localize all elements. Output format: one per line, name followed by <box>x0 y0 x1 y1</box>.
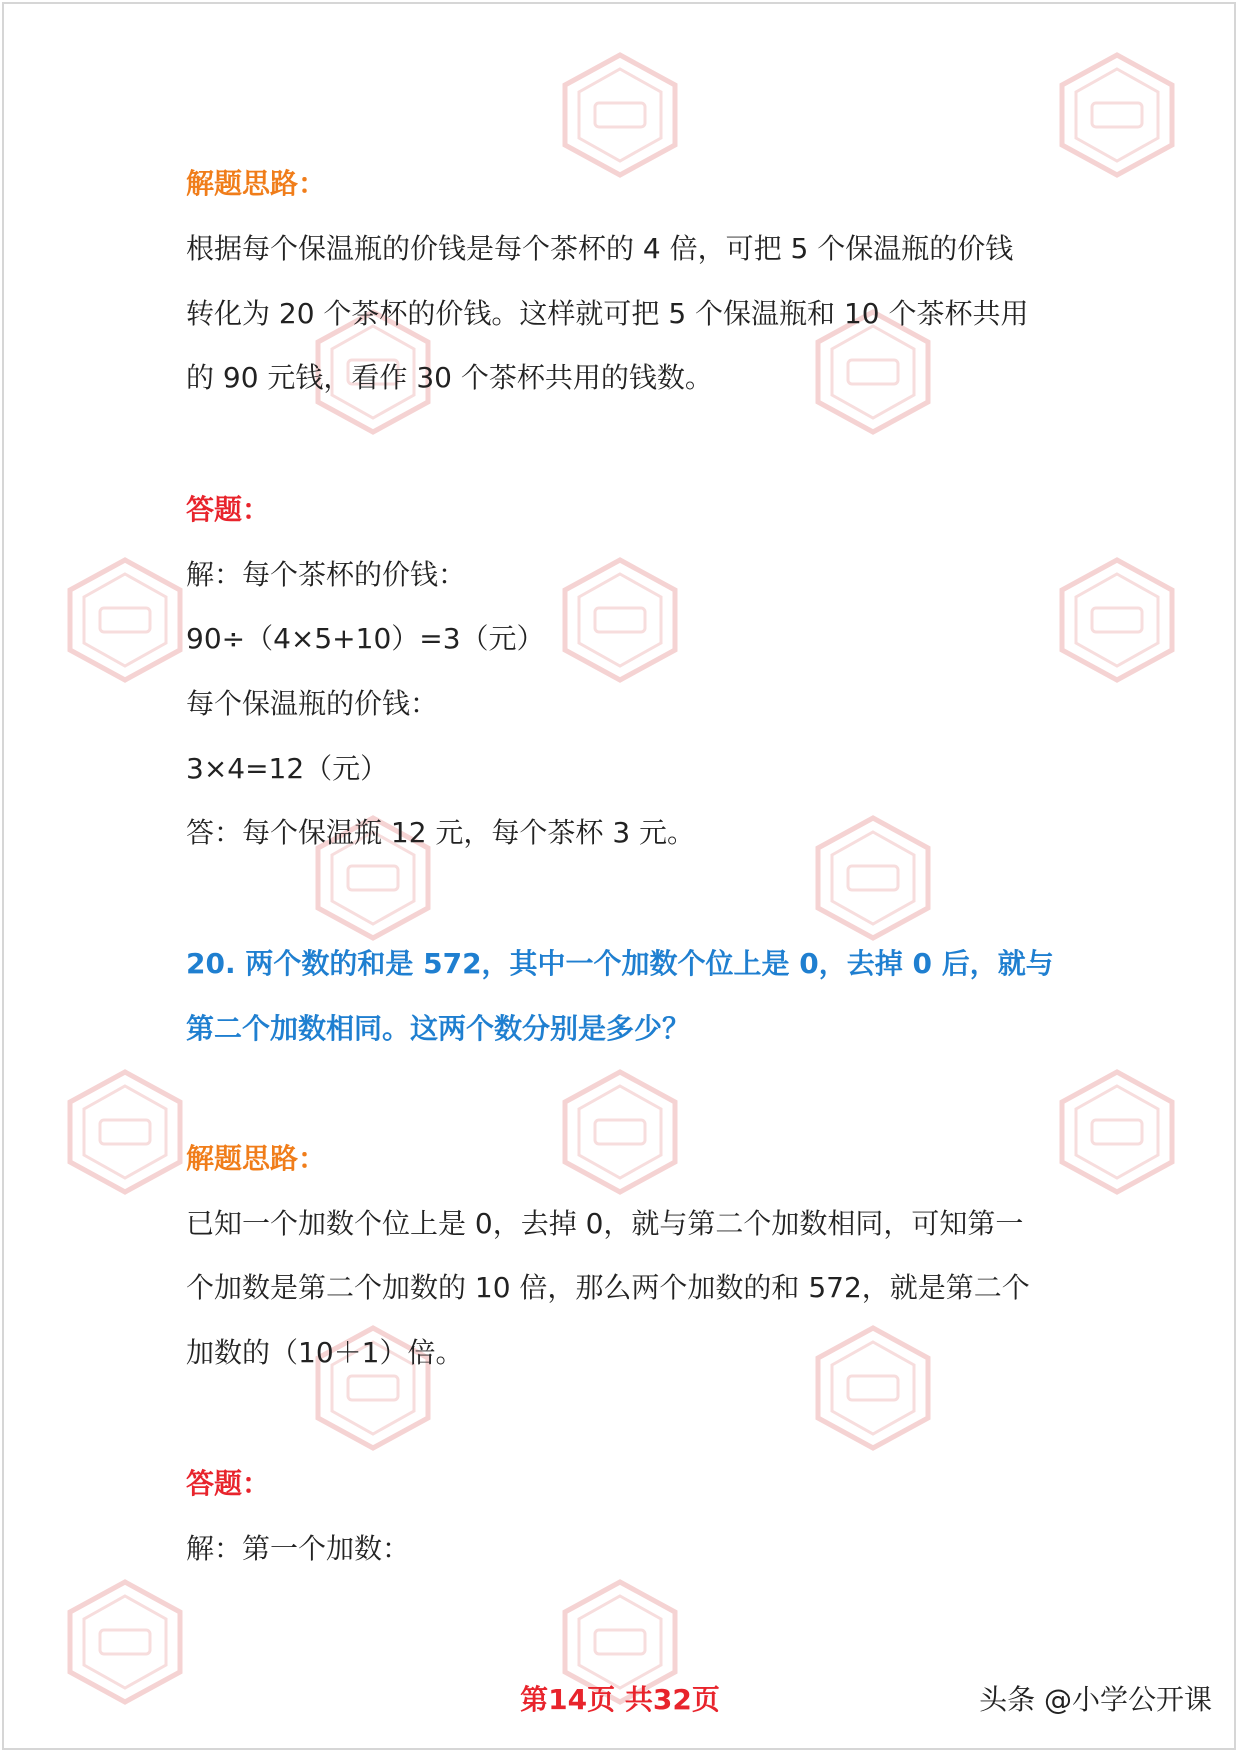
paragraph-line: 个加数是第二个加数的 10 倍，那么两个加数的和 572，就是第二个 <box>186 1271 1030 1304</box>
question-20-line: 20. 两个数的和是 572，其中一个加数个位上是 0，去掉 0 后，就与 <box>186 947 1054 980</box>
source-watermark: 头条 @小学公开课 <box>979 1683 1212 1716</box>
answer-line: 每个保温瓶的价钱： <box>186 687 439 720</box>
page-indicator: 第14页 共32页 <box>520 1683 720 1716</box>
answer-line: 解：每个茶杯的价钱： <box>186 558 467 591</box>
solution-idea-heading: 解题思路： <box>186 167 327 200</box>
answer-line: 答：每个保温瓶 12 元，每个茶杯 3 元。 <box>186 816 696 849</box>
answer-line: 90÷（4×5+10）=3（元） <box>186 622 545 655</box>
solution-idea-heading: 解题思路： <box>186 1142 327 1175</box>
answer-line: 3×4=12（元） <box>186 752 389 785</box>
paragraph-line: 的 90 元钱，看作 30 个茶杯共用的钱数。 <box>186 361 713 394</box>
paragraph-line: 加数的（10＋1）倍。 <box>186 1336 464 1369</box>
answer-line: 解：第一个加数： <box>186 1532 411 1565</box>
answer-heading: 答题： <box>186 493 271 526</box>
paragraph-line: 已知一个加数个位上是 0，去掉 0，就与第二个加数相同，可知第一 <box>186 1207 1024 1240</box>
question-20-line: 第二个加数相同。这两个数分别是多少？ <box>186 1012 691 1045</box>
paragraph-line: 转化为 20 个茶杯的价钱。这样就可把 5 个保温瓶和 10 个茶杯共用 <box>186 297 1029 330</box>
answer-heading: 答题： <box>186 1467 271 1500</box>
paragraph-line: 根据每个保温瓶的价钱是每个茶杯的 4 倍，可把 5 个保温瓶的价钱 <box>186 232 1014 265</box>
